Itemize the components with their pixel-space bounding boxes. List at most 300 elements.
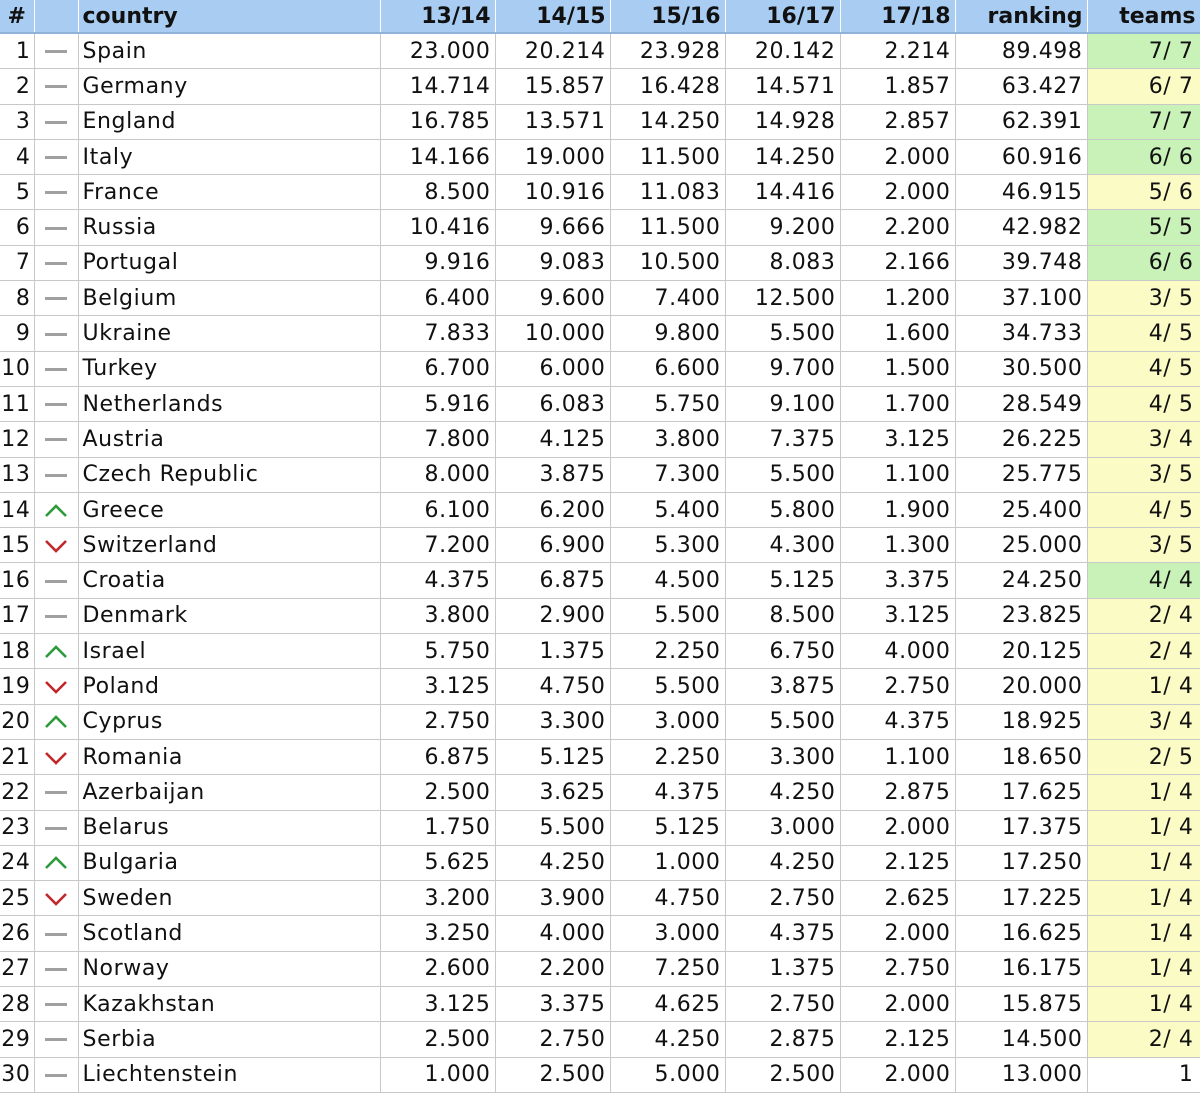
ranking-value: 24.250 [955,563,1087,598]
season-1415-value: 6.083 [495,386,610,421]
season-1516-value: 7.400 [610,281,725,316]
season-1415-value: 3.375 [495,987,610,1022]
season-1718-value: 3.125 [840,422,955,457]
season-1516-value: 7.300 [610,457,725,492]
rank-cell: 20 [0,704,34,739]
rank-cell: 27 [0,951,34,986]
season-1617-value: 9.100 [725,386,840,421]
season-1314-value: 5.625 [380,845,495,880]
ranking-value: 25.000 [955,528,1087,563]
trend-cell [34,987,78,1022]
rank-cell: 30 [0,1057,34,1092]
teams-value: 6/ 6 [1087,245,1200,280]
season-1314-value: 2.500 [380,1022,495,1057]
trend-cell [34,316,78,351]
table-row[interactable] [0,281,1200,316]
trend-cell [34,351,78,386]
teams-value: 3/ 5 [1087,457,1200,492]
country-name: Bulgaria [78,845,380,880]
season-1617-value: 7.375 [725,422,840,457]
season-1415-value: 19.000 [495,139,610,174]
season-1617-value: 4.375 [725,916,840,951]
season-1617-value: 12.500 [725,281,840,316]
season-1415-value: 6.875 [495,563,610,598]
season-1415-value: 4.000 [495,916,610,951]
country-name: Cyprus [78,704,380,739]
season-1617-value: 3.875 [725,669,840,704]
season-1718-value: 2.875 [840,775,955,810]
rank-cell: 23 [0,810,34,845]
season-1516-value: 1.000 [610,845,725,880]
trend-cell [34,634,78,669]
season-1617-value: 5.500 [725,457,840,492]
header-row [0,0,1200,33]
table-row[interactable] [0,1022,1200,1057]
ranking-value: 89.498 [955,33,1087,69]
table-row[interactable] [0,739,1200,774]
rank-cell: 18 [0,634,34,669]
ranking-value: 39.748 [955,245,1087,280]
season-1718-value: 4.000 [840,634,955,669]
header-season-1516[interactable]: 15/16 [610,0,725,33]
country-name: Norway [78,951,380,986]
teams-value: 1/ 4 [1087,987,1200,1022]
table-row[interactable] [0,175,1200,210]
country-name: Italy [78,139,380,174]
country-name: Switzerland [78,528,380,563]
rank-cell: 5 [0,175,34,210]
table-header [0,0,1200,33]
rank-cell: 26 [0,916,34,951]
teams-value: 3/ 4 [1087,422,1200,457]
season-1718-value: 1.900 [840,492,955,527]
no-change-icon [45,85,67,88]
season-1415-value: 10.916 [495,175,610,210]
country-name: Romania [78,739,380,774]
season-1314-value: 14.166 [380,139,495,174]
no-change-icon [45,50,67,53]
trend-cell [34,704,78,739]
season-1617-value: 8.500 [725,598,840,633]
season-1617-value: 1.375 [725,951,840,986]
trend-cell [34,457,78,492]
season-1314-value: 10.416 [380,210,495,245]
season-1617-value: 2.875 [725,1022,840,1057]
table-row[interactable] [0,810,1200,845]
rank-cell: 15 [0,528,34,563]
teams-value: 2/ 4 [1087,634,1200,669]
trend-cell [34,951,78,986]
season-1314-value: 5.916 [380,386,495,421]
season-1718-value: 2.000 [840,810,955,845]
season-1617-value: 3.300 [725,739,840,774]
table-body [0,33,1200,1092]
season-1516-value: 11.500 [610,139,725,174]
table-row[interactable] [0,598,1200,633]
season-1617-value: 4.250 [725,845,840,880]
season-1617-value: 8.083 [725,245,840,280]
table-row[interactable] [0,987,1200,1022]
teams-value: 1 [1087,1057,1200,1092]
country-name: Serbia [78,1022,380,1057]
season-1314-value: 3.200 [380,881,495,916]
teams-value: 3/ 5 [1087,528,1200,563]
teams-value: 1/ 4 [1087,951,1200,986]
teams-value: 4/ 5 [1087,351,1200,386]
table-row[interactable] [0,139,1200,174]
season-1415-value: 6.200 [495,492,610,527]
teams-value: 1/ 4 [1087,881,1200,916]
season-1415-value: 9.666 [495,210,610,245]
chevron-down-icon [44,891,68,907]
season-1516-value: 3.000 [610,704,725,739]
ranking-value: 25.400 [955,492,1087,527]
country-name: Poland [78,669,380,704]
season-1415-value: 4.750 [495,669,610,704]
ranking-value: 15.875 [955,987,1087,1022]
season-1314-value: 2.600 [380,951,495,986]
season-1314-value: 5.750 [380,634,495,669]
season-1718-value: 4.375 [840,704,955,739]
teams-value: 1/ 4 [1087,845,1200,880]
no-change-icon [45,615,67,618]
rank-cell: 2 [0,69,34,104]
trend-cell [34,175,78,210]
season-1516-value: 14.250 [610,104,725,139]
trend-cell [34,739,78,774]
header-country[interactable]: country [78,0,380,33]
season-1516-value: 5.400 [610,492,725,527]
teams-value: 4/ 5 [1087,492,1200,527]
season-1415-value: 3.875 [495,457,610,492]
trend-cell [34,1057,78,1092]
no-change-icon [45,227,67,230]
season-1617-value: 14.416 [725,175,840,210]
season-1516-value: 11.500 [610,210,725,245]
season-1516-value: 7.250 [610,951,725,986]
teams-value: 2/ 4 [1087,598,1200,633]
table-row[interactable] [0,386,1200,421]
season-1718-value: 1.500 [840,351,955,386]
country-name: Germany [78,69,380,104]
teams-value: 4/ 5 [1087,316,1200,351]
teams-value: 7/ 7 [1087,33,1200,69]
country-name: Kazakhstan [78,987,380,1022]
rank-cell: 12 [0,422,34,457]
teams-value: 6/ 6 [1087,139,1200,174]
season-1415-value: 3.625 [495,775,610,810]
teams-value: 7/ 7 [1087,104,1200,139]
teams-value: 2/ 5 [1087,739,1200,774]
header-season-1314[interactable]: 13/14 [380,0,495,33]
rank-cell: 14 [0,492,34,527]
header-rank[interactable]: # [0,0,34,33]
ranking-value: 17.225 [955,881,1087,916]
ranking-value: 30.500 [955,351,1087,386]
country-name: Greece [78,492,380,527]
trend-cell [34,139,78,174]
no-change-icon [45,121,67,124]
rank-cell: 6 [0,210,34,245]
country-name: Turkey [78,351,380,386]
header-season-1617[interactable]: 16/17 [725,0,840,33]
chevron-down-icon [44,679,68,695]
trend-cell [34,245,78,280]
season-1314-value: 6.875 [380,739,495,774]
ranking-value: 42.982 [955,210,1087,245]
trend-cell [34,810,78,845]
season-1617-value: 6.750 [725,634,840,669]
season-1617-value: 4.300 [725,528,840,563]
ranking-value: 16.175 [955,951,1087,986]
rank-cell: 21 [0,739,34,774]
season-1415-value: 2.900 [495,598,610,633]
season-1617-value: 2.500 [725,1057,840,1092]
season-1718-value: 1.857 [840,69,955,104]
no-change-icon [45,191,67,194]
season-1718-value: 2.166 [840,245,955,280]
trend-cell [34,598,78,633]
trend-cell [34,669,78,704]
season-1718-value: 2.125 [840,845,955,880]
country-name: Scotland [78,916,380,951]
table-row[interactable] [0,1057,1200,1092]
trend-cell [34,1022,78,1057]
teams-value: 1/ 4 [1087,810,1200,845]
season-1415-value: 2.500 [495,1057,610,1092]
season-1718-value: 2.000 [840,916,955,951]
no-change-icon [45,827,67,830]
season-1617-value: 5.500 [725,316,840,351]
table-row[interactable] [0,845,1200,880]
rank-cell: 29 [0,1022,34,1057]
season-1516-value: 5.500 [610,598,725,633]
chevron-down-icon [44,538,68,554]
no-change-icon [45,474,67,477]
teams-value: 4/ 5 [1087,386,1200,421]
rank-cell: 1 [0,33,34,69]
table-row[interactable] [0,563,1200,598]
season-1516-value: 2.250 [610,739,725,774]
no-change-icon [45,1003,67,1006]
table-row[interactable] [0,881,1200,916]
table-row[interactable] [0,104,1200,139]
trend-cell [34,492,78,527]
no-change-icon [45,368,67,371]
season-1516-value: 5.750 [610,386,725,421]
season-1516-value: 4.500 [610,563,725,598]
teams-value: 4/ 4 [1087,563,1200,598]
season-1314-value: 6.700 [380,351,495,386]
trend-cell [34,69,78,104]
table-row[interactable] [0,775,1200,810]
ranking-value: 16.625 [955,916,1087,951]
country-name: France [78,175,380,210]
season-1415-value: 20.214 [495,33,610,69]
no-change-icon [45,333,67,336]
teams-value: 3/ 4 [1087,704,1200,739]
season-1415-value: 5.500 [495,810,610,845]
season-1718-value: 1.100 [840,457,955,492]
country-name: Croatia [78,563,380,598]
ranking-value: 25.775 [955,457,1087,492]
season-1415-value: 10.000 [495,316,610,351]
season-1516-value: 5.000 [610,1057,725,1092]
table-row[interactable] [0,351,1200,386]
country-name: Azerbaijan [78,775,380,810]
no-change-icon [45,262,67,265]
header-season-1415[interactable]: 14/15 [495,0,610,33]
season-1314-value: 3.125 [380,987,495,1022]
season-1314-value: 1.000 [380,1057,495,1092]
season-1314-value: 7.200 [380,528,495,563]
table-row[interactable] [0,69,1200,104]
rank-cell: 25 [0,881,34,916]
season-1415-value: 9.083 [495,245,610,280]
table-row[interactable] [0,528,1200,563]
table-row[interactable] [0,916,1200,951]
trend-cell [34,422,78,457]
season-1516-value: 16.428 [610,69,725,104]
teams-value: 2/ 4 [1087,1022,1200,1057]
season-1718-value: 2.000 [840,987,955,1022]
ranking-value: 18.925 [955,704,1087,739]
country-name: England [78,104,380,139]
no-change-icon [45,1038,67,1041]
ranking-value: 60.916 [955,139,1087,174]
table-row[interactable] [0,457,1200,492]
season-1314-value: 3.250 [380,916,495,951]
table-row[interactable] [0,33,1200,69]
chevron-up-icon [44,503,68,519]
season-1415-value: 2.750 [495,1022,610,1057]
season-1314-value: 16.785 [380,104,495,139]
teams-value: 1/ 4 [1087,775,1200,810]
season-1617-value: 14.250 [725,139,840,174]
season-1516-value: 10.500 [610,245,725,280]
country-name: Belarus [78,810,380,845]
season-1516-value: 5.500 [610,669,725,704]
table-row[interactable] [0,704,1200,739]
season-1314-value: 2.750 [380,704,495,739]
header-ranking[interactable]: ranking [955,0,1087,33]
trend-cell [34,775,78,810]
rank-cell: 10 [0,351,34,386]
season-1718-value: 2.000 [840,139,955,174]
rank-cell: 13 [0,457,34,492]
season-1718-value: 2.857 [840,104,955,139]
season-1314-value: 8.000 [380,457,495,492]
season-1617-value: 20.142 [725,33,840,69]
season-1314-value: 9.916 [380,245,495,280]
no-change-icon [45,968,67,971]
season-1314-value: 7.800 [380,422,495,457]
season-1718-value: 1.700 [840,386,955,421]
no-change-icon [45,580,67,583]
ranking-value: 18.650 [955,739,1087,774]
country-name: Czech Republic [78,457,380,492]
table-row[interactable] [0,422,1200,457]
ranking-value: 17.250 [955,845,1087,880]
table-row[interactable] [0,634,1200,669]
season-1516-value: 2.250 [610,634,725,669]
ranking-value: 20.000 [955,669,1087,704]
teams-value: 6/ 7 [1087,69,1200,104]
season-1415-value: 3.900 [495,881,610,916]
season-1516-value: 4.750 [610,881,725,916]
chevron-down-icon [44,750,68,766]
teams-value: 5/ 5 [1087,210,1200,245]
season-1718-value: 2.625 [840,881,955,916]
season-1718-value: 1.300 [840,528,955,563]
table-row[interactable] [0,210,1200,245]
ranking-value: 14.500 [955,1022,1087,1057]
ranking-value: 46.915 [955,175,1087,210]
season-1718-value: 1.600 [840,316,955,351]
season-1617-value: 14.928 [725,104,840,139]
trend-cell [34,916,78,951]
season-1415-value: 2.200 [495,951,610,986]
season-1415-value: 6.900 [495,528,610,563]
season-1718-value: 2.000 [840,1057,955,1092]
season-1415-value: 1.375 [495,634,610,669]
ranking-value: 17.625 [955,775,1087,810]
no-change-icon [45,1074,67,1077]
rank-cell: 3 [0,104,34,139]
season-1617-value: 2.750 [725,987,840,1022]
table-row[interactable] [0,669,1200,704]
season-1617-value: 4.250 [725,775,840,810]
season-1718-value: 2.125 [840,1022,955,1057]
country-name: Portugal [78,245,380,280]
season-1516-value: 6.600 [610,351,725,386]
rank-cell: 16 [0,563,34,598]
table-row[interactable] [0,245,1200,280]
season-1718-value: 3.375 [840,563,955,598]
season-1314-value: 2.500 [380,775,495,810]
country-name: Liechtenstein [78,1057,380,1092]
season-1718-value: 2.200 [840,210,955,245]
table-row[interactable] [0,492,1200,527]
no-change-icon [45,438,67,441]
ranking-value: 20.125 [955,634,1087,669]
trend-cell [34,281,78,316]
country-name: Denmark [78,598,380,633]
season-1314-value: 7.833 [380,316,495,351]
teams-value: 3/ 5 [1087,281,1200,316]
season-1314-value: 3.800 [380,598,495,633]
no-change-icon [45,933,67,936]
header-season-1718[interactable]: 17/18 [840,0,955,33]
season-1718-value: 2.214 [840,33,955,69]
table-row[interactable] [0,316,1200,351]
trend-cell [34,881,78,916]
ranking-value: 13.000 [955,1057,1087,1092]
season-1617-value: 5.500 [725,704,840,739]
teams-value: 5/ 6 [1087,175,1200,210]
no-change-icon [45,791,67,794]
season-1415-value: 5.125 [495,739,610,774]
rank-cell: 17 [0,598,34,633]
season-1314-value: 23.000 [380,33,495,69]
chevron-up-icon [44,714,68,730]
trend-cell [34,210,78,245]
table-row[interactable] [0,951,1200,986]
country-name: Sweden [78,881,380,916]
header-teams[interactable]: teams [1087,0,1200,33]
country-name: Ukraine [78,316,380,351]
no-change-icon [45,403,67,406]
